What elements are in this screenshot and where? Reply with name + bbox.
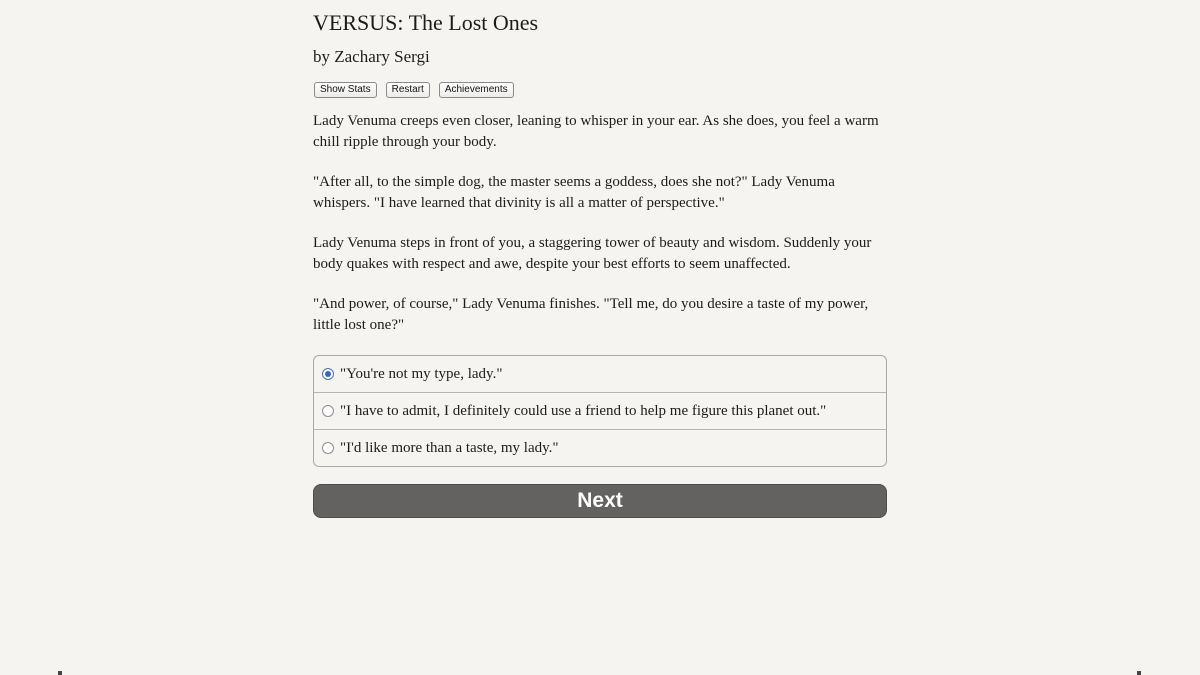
- corner-marker-right: [1137, 671, 1141, 675]
- choice-option-3[interactable]: [314, 429, 886, 466]
- story-paragraph: Lady Venuma steps in front of you, a staggering tower of beauty and wisdom. Suddenly your body quakes with respect and awe, despite your best efforts to seem unaffected.: [313, 235, 872, 272]
- choice-option-1[interactable]: [314, 356, 886, 392]
- achievements-button[interactable]: Achievements: [439, 82, 514, 98]
- radio-unselected-icon[interactable]: [322, 405, 334, 417]
- choice-list: [313, 355, 887, 467]
- corner-marker-left: [58, 671, 62, 675]
- choice-option-2[interactable]: [314, 392, 886, 429]
- choice-label: "I have to admit, I definitely could use a friend to help me figure this planet out.": [340, 402, 827, 419]
- choice-label: "You're not my type, lady.": [340, 365, 503, 382]
- story-paragraph: "And power, of course," Lady Venuma finishes. "Tell me, do you desire a taste of my power, little lost one?": [313, 296, 869, 333]
- radio-unselected-icon[interactable]: [322, 442, 334, 454]
- story-text: [313, 111, 887, 355]
- choice-label: "I'd like more than a taste, my lady.": [340, 439, 559, 456]
- story-paragraph: Lady Venuma creeps even closer, leaning to whisper in your ear. As she does, you feel a warm chill ripple through your body.: [313, 113, 879, 150]
- story-paragraph: "After all, to the simple dog, the master seems a goddess, does she not?" Lady Venuma whispers. "I have learned that divinity is all a matter of perspective.": [313, 174, 835, 211]
- game-author: by Zachary Sergi: [313, 47, 430, 66]
- restart-button[interactable]: Restart: [386, 82, 430, 98]
- show-stats-button[interactable]: Show Stats: [314, 82, 377, 98]
- next-button[interactable]: Next: [313, 484, 887, 518]
- game-title: VERSUS: The Lost Ones: [313, 10, 539, 35]
- radio-selected-icon[interactable]: [322, 368, 334, 380]
- toolbar: [314, 82, 514, 98]
